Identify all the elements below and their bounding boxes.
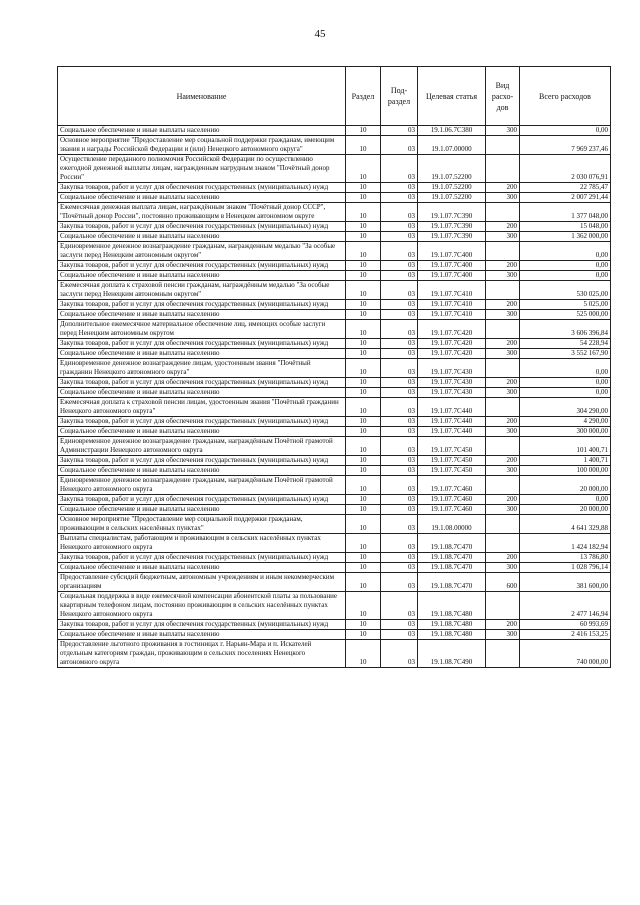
row-name-cell: Ежемесячная денежная выплата лицам, награждённым знаком "Почётный донор СССР", "Почётный донор России", постоянно проживающим в Ненецком автономном округе (58, 203, 346, 222)
table-row (58, 417, 611, 427)
row-total-cell: 0,00 (520, 126, 611, 136)
row-total-cell: 740 000,00 (520, 640, 611, 668)
row-name-cell: Социальное обеспечение и иные выплаты населению (58, 232, 346, 242)
row-subsection-cell: 03 (381, 388, 418, 398)
row-expense-type-cell: 300 (486, 427, 520, 437)
table-row (58, 437, 611, 456)
row-subsection-cell: 03 (381, 640, 418, 668)
row-name-cell: Социальное обеспечение и иные выплаты населению (58, 388, 346, 398)
row-subsection-cell: 03 (381, 437, 418, 456)
row-subsection-cell: 03 (381, 592, 418, 620)
table-row (58, 553, 611, 563)
row-expense-type-cell: 200 (486, 553, 520, 563)
row-total-cell: 1 362 000,00 (520, 232, 611, 242)
row-total-cell: 60 993,69 (520, 620, 611, 630)
row-total-cell: 530 025,00 (520, 281, 611, 300)
row-total-cell: 0,00 (520, 261, 611, 271)
table-row (58, 339, 611, 349)
table-row (58, 320, 611, 339)
row-target-cell: 19.1.07.7С420 (418, 339, 486, 349)
row-expense-type-cell: 200 (486, 495, 520, 505)
row-subsection-cell: 03 (381, 573, 418, 592)
row-total-cell: 15 048,00 (520, 222, 611, 232)
row-section-cell: 10 (346, 349, 381, 359)
row-target-cell: 19.1.07.7С450 (418, 437, 486, 456)
row-total-cell: 1 400,71 (520, 456, 611, 466)
row-total-cell: 20 000,00 (520, 505, 611, 515)
row-total-cell: 100 000,00 (520, 466, 611, 476)
row-total-cell: 2 477 146,94 (520, 592, 611, 620)
row-target-cell: 19.1.07.7С400 (418, 261, 486, 271)
row-name-cell: Социальная поддержка в виде ежемесячной компенсации абонентской платы за пользование квартирным телефоном лицам, постоянно проживающим в сельских населённых пунктах Ненецкого автономного округа (58, 592, 346, 620)
row-total-cell: 0,00 (520, 242, 611, 261)
row-name-cell: Закупка товаров, работ и услуг для обеспечения государственных (муниципальных) нужд (58, 553, 346, 563)
row-name-cell: Социальное обеспечение и иные выплаты населению (58, 310, 346, 320)
row-total-cell: 304 290,00 (520, 398, 611, 417)
table-row (58, 183, 611, 193)
table-row (58, 193, 611, 203)
table-row (58, 515, 611, 534)
row-expense-type-cell: 200 (486, 378, 520, 388)
row-target-cell: 19.1.07.7С460 (418, 505, 486, 515)
row-expense-type-cell: 300 (486, 310, 520, 320)
row-target-cell: 19.1.08.7С470 (418, 563, 486, 573)
row-expense-type-cell: 300 (486, 466, 520, 476)
row-expense-type-cell: 300 (486, 232, 520, 242)
row-subsection-cell: 03 (381, 553, 418, 563)
row-section-cell: 10 (346, 417, 381, 427)
row-section-cell: 10 (346, 339, 381, 349)
row-total-cell: 5 025,00 (520, 300, 611, 310)
row-expense-type-cell: 200 (486, 417, 520, 427)
row-target-cell: 19.1.07.7С390 (418, 232, 486, 242)
row-expense-type-cell: 300 (486, 388, 520, 398)
table-row (58, 495, 611, 505)
row-total-cell: 1 028 796,14 (520, 563, 611, 573)
table-row (58, 398, 611, 417)
row-expense-type-cell (486, 534, 520, 553)
row-name-cell: Социальное обеспечение и иные выплаты населению (58, 630, 346, 640)
row-subsection-cell: 03 (381, 232, 418, 242)
row-name-cell: Закупка товаров, работ и услуг для обеспечения государственных (муниципальных) нужд (58, 417, 346, 427)
table-row (58, 155, 611, 183)
row-section-cell: 10 (346, 378, 381, 388)
row-subsection-cell: 03 (381, 630, 418, 640)
row-expense-type-cell (486, 437, 520, 456)
row-target-cell: 19.1.07.7С430 (418, 378, 486, 388)
table-row (58, 378, 611, 388)
row-section-cell: 10 (346, 261, 381, 271)
row-name-cell: Закупка товаров, работ и услуг для обеспечения государственных (муниципальных) нужд (58, 378, 346, 388)
row-subsection-cell: 03 (381, 193, 418, 203)
row-total-cell: 54 228,94 (520, 339, 611, 349)
row-section-cell: 10 (346, 476, 381, 495)
row-subsection-cell: 03 (381, 534, 418, 553)
row-expense-type-cell: 300 (486, 563, 520, 573)
row-name-cell: Социальное обеспечение и иные выплаты населению (58, 563, 346, 573)
row-total-cell: 13 786,80 (520, 553, 611, 563)
table-row (58, 534, 611, 553)
row-expense-type-cell (486, 640, 520, 668)
row-subsection-cell: 03 (381, 349, 418, 359)
row-section-cell: 10 (346, 388, 381, 398)
row-expense-type-cell: 300 (486, 193, 520, 203)
row-subsection-cell: 03 (381, 417, 418, 427)
row-expense-type-cell (486, 476, 520, 495)
row-subsection-cell: 03 (381, 359, 418, 378)
row-target-cell: 19.1.08.7С470 (418, 553, 486, 563)
table-row (58, 310, 611, 320)
row-target-cell: 19.1.08.7С480 (418, 592, 486, 620)
row-total-cell: 2 416 153,25 (520, 630, 611, 640)
row-target-cell: 19.1.07.7С430 (418, 359, 486, 378)
row-name-cell: Дополнительное ежемесячное материальное обеспечение лиц, имеющих особые заслуги перед Ненецким автономным округом (58, 320, 346, 339)
row-name-cell: Единовременное денежное вознаграждение лицам, удостоенным звания "Почётный гражданин Ненецкого автономного округа" (58, 359, 346, 378)
row-total-cell: 2 030 076,91 (520, 155, 611, 183)
row-section-cell: 10 (346, 515, 381, 534)
row-target-cell: 19.1.07.7С390 (418, 203, 486, 222)
row-name-cell: Ежемесячная доплата к страховой пенсии гражданам, награждённым медалью "За особые заслуги перед Ненецким автономным округом" (58, 281, 346, 300)
row-expense-type-cell: 600 (486, 573, 520, 592)
row-total-cell: 2 007 291,44 (520, 193, 611, 203)
row-name-cell: Осуществление переданного полномочия Российской Федерации по осуществлению ежегодной денежной выплаты лицам, награжденным нагрудным знаком "Почётный донор России" (58, 155, 346, 183)
row-target-cell: 19.1.07.7С440 (418, 398, 486, 417)
row-expense-type-cell: 200 (486, 300, 520, 310)
row-name-cell: Социальное обеспечение и иные выплаты населению (58, 466, 346, 476)
row-expense-type-cell: 200 (486, 183, 520, 193)
row-target-cell: 19.1.07.7С420 (418, 349, 486, 359)
row-subsection-cell: 03 (381, 466, 418, 476)
table-row (58, 126, 611, 136)
row-section-cell: 10 (346, 427, 381, 437)
row-target-cell: 19.1.07.7С400 (418, 242, 486, 261)
row-section-cell: 10 (346, 359, 381, 378)
row-expense-type-cell (486, 242, 520, 261)
row-target-cell: 19.1.07.7С450 (418, 466, 486, 476)
table-row (58, 388, 611, 398)
row-section-cell: 10 (346, 505, 381, 515)
row-subsection-cell: 03 (381, 515, 418, 534)
row-total-cell: 20 000,00 (520, 476, 611, 495)
row-section-cell: 10 (346, 193, 381, 203)
row-total-cell: 1 424 182,94 (520, 534, 611, 553)
row-section-cell: 10 (346, 563, 381, 573)
row-subsection-cell: 03 (381, 281, 418, 300)
table-row (58, 359, 611, 378)
table-row (58, 242, 611, 261)
row-total-cell: 0,00 (520, 495, 611, 505)
row-section-cell: 10 (346, 573, 381, 592)
row-section-cell: 10 (346, 242, 381, 261)
row-section-cell: 10 (346, 495, 381, 505)
row-subsection-cell: 03 (381, 261, 418, 271)
row-name-cell: Социальное обеспечение и иные выплаты населению (58, 505, 346, 515)
row-section-cell: 10 (346, 456, 381, 466)
row-subsection-cell: 03 (381, 563, 418, 573)
row-section-cell: 10 (346, 183, 381, 193)
row-expense-type-cell (486, 592, 520, 620)
row-name-cell: Основное мероприятие "Предоставление мер социальной поддержки гражданам, проживающим в сельских населённых пунктах" (58, 515, 346, 534)
table-row (58, 476, 611, 495)
row-target-cell: 19.1.07.7С440 (418, 427, 486, 437)
header-section: Раздел (346, 67, 381, 126)
row-name-cell: Социальное обеспечение и иные выплаты населению (58, 349, 346, 359)
row-subsection-cell: 03 (381, 505, 418, 515)
table-row (58, 563, 611, 573)
row-target-cell: 19.1.07.7С460 (418, 495, 486, 505)
row-expense-type-cell (486, 281, 520, 300)
row-total-cell: 525 000,00 (520, 310, 611, 320)
row-expense-type-cell: 300 (486, 349, 520, 359)
row-subsection-cell: 03 (381, 476, 418, 495)
row-section-cell: 10 (346, 203, 381, 222)
row-name-cell: Выплаты специалистам, работающим и проживающим в сельских населённых пунктах Ненецкого автономного округа (58, 534, 346, 553)
table-row (58, 592, 611, 620)
table-row (58, 620, 611, 630)
row-expense-type-cell: 200 (486, 222, 520, 232)
row-name-cell: Предоставление субсидий бюджетным, автономным учреждениям и иным некоммерческим организациям (58, 573, 346, 592)
row-name-cell: Предоставление льготного проживания в гостиницах г. Нарьян-Мара и п. Искателей отдельным категориям граждан, проживающим в сельских поселениях Ненецкого автономного округа (58, 640, 346, 668)
row-name-cell: Единовременное денежное вознаграждение гражданам, награжденным медалью "За особые заслуги перед Ненецким автономным округом" (58, 242, 346, 261)
row-section-cell: 10 (346, 310, 381, 320)
row-name-cell: Закупка товаров, работ и услуг для обеспечения государственных (муниципальных) нужд (58, 495, 346, 505)
row-total-cell: 0,00 (520, 378, 611, 388)
row-total-cell: 7 969 237,46 (520, 136, 611, 155)
row-total-cell: 1 377 048,00 (520, 203, 611, 222)
row-section-cell: 10 (346, 592, 381, 620)
page-number: 45 (314, 28, 326, 40)
row-subsection-cell: 03 (381, 155, 418, 183)
row-subsection-cell: 03 (381, 126, 418, 136)
row-total-cell: 22 785,47 (520, 183, 611, 193)
row-section-cell: 10 (346, 466, 381, 476)
row-expense-type-cell: 200 (486, 261, 520, 271)
row-expense-type-cell: 300 (486, 126, 520, 136)
row-target-cell: 19.1.07.7С460 (418, 476, 486, 495)
row-target-cell: 19.1.08.7С470 (418, 573, 486, 592)
table-row (58, 466, 611, 476)
row-subsection-cell: 03 (381, 242, 418, 261)
table-row (58, 271, 611, 281)
row-name-cell: Единовременное денежное вознаграждение гражданам, награждённым Почётной грамотой Администрации Ненецкого автономного округа (58, 437, 346, 456)
row-subsection-cell: 03 (381, 320, 418, 339)
table-row (58, 349, 611, 359)
row-target-cell: 19.1.07.7С450 (418, 456, 486, 466)
row-total-cell: 0,00 (520, 271, 611, 281)
row-total-cell: 3 606 396,84 (520, 320, 611, 339)
row-target-cell: 19.1.08.7С480 (418, 620, 486, 630)
row-subsection-cell: 03 (381, 495, 418, 505)
row-subsection-cell: 03 (381, 620, 418, 630)
row-name-cell: Социальное обеспечение и иные выплаты населению (58, 271, 346, 281)
row-target-cell: 19.1.06.7С380 (418, 126, 486, 136)
row-name-cell: Социальное обеспечение и иные выплаты населению (58, 193, 346, 203)
row-section-cell: 10 (346, 320, 381, 339)
header-expense-type: Вид расхо-дов (486, 67, 520, 126)
header-subsection: Под-раздел (381, 67, 418, 126)
table-row (58, 232, 611, 242)
table-row (58, 300, 611, 310)
row-section-cell: 10 (346, 126, 381, 136)
row-target-cell: 19.1.07.7С410 (418, 300, 486, 310)
table-row (58, 222, 611, 232)
row-expense-type-cell: 300 (486, 630, 520, 640)
row-subsection-cell: 03 (381, 271, 418, 281)
row-target-cell: 19.1.07.7С390 (418, 222, 486, 232)
row-target-cell: 19.1.07.7С430 (418, 388, 486, 398)
row-target-cell: 19.1.08.7С470 (418, 534, 486, 553)
table-row (58, 136, 611, 155)
table-row (58, 203, 611, 222)
row-name-cell: Ежемесячная доплата к страховой пенсии лицам, удостоенным звания "Почётный гражданин Ненецкого автономного округа" (58, 398, 346, 417)
row-section-cell: 10 (346, 398, 381, 417)
row-section-cell: 10 (346, 222, 381, 232)
row-subsection-cell: 03 (381, 427, 418, 437)
row-total-cell: 0,00 (520, 359, 611, 378)
row-subsection-cell: 03 (381, 203, 418, 222)
table-row (58, 630, 611, 640)
row-section-cell: 10 (346, 630, 381, 640)
header-total: Всего расходов (520, 67, 611, 126)
row-target-cell: 19.1.07.7С410 (418, 310, 486, 320)
header-name: Наименование (58, 67, 346, 126)
row-expense-type-cell: 300 (486, 271, 520, 281)
row-expense-type-cell (486, 203, 520, 222)
row-section-cell: 10 (346, 271, 381, 281)
row-expense-type-cell (486, 155, 520, 183)
row-total-cell: 0,00 (520, 388, 611, 398)
row-target-cell: 19.1.07.7С410 (418, 281, 486, 300)
row-target-cell: 19.1.07.7С420 (418, 320, 486, 339)
row-section-cell: 10 (346, 136, 381, 155)
table-row (58, 505, 611, 515)
budget-table (57, 66, 611, 668)
table-row (58, 281, 611, 300)
row-section-cell: 10 (346, 155, 381, 183)
row-target-cell: 19.1.07.52200 (418, 155, 486, 183)
row-expense-type-cell (486, 136, 520, 155)
row-subsection-cell: 03 (381, 300, 418, 310)
row-total-cell: 300 000,00 (520, 427, 611, 437)
row-expense-type-cell: 200 (486, 456, 520, 466)
row-name-cell: Основное мероприятие "Предоставление мер социальной поддержки гражданам, имеющим звания и награды Российской Федерации и (или) Ненецкого автономного округа" (58, 136, 346, 155)
row-target-cell: 19.1.07.7С400 (418, 271, 486, 281)
row-section-cell: 10 (346, 232, 381, 242)
row-section-cell: 10 (346, 553, 381, 563)
table-row (58, 573, 611, 592)
row-name-cell: Социальное обеспечение и иные выплаты населению (58, 427, 346, 437)
row-section-cell: 10 (346, 640, 381, 668)
row-name-cell: Закупка товаров, работ и услуг для обеспечения государственных (муниципальных) нужд (58, 456, 346, 466)
table-row (58, 427, 611, 437)
row-name-cell: Закупка товаров, работ и услуг для обеспечения государственных (муниципальных) нужд (58, 183, 346, 193)
table-row (58, 640, 611, 668)
table-row (58, 456, 611, 466)
row-subsection-cell: 03 (381, 398, 418, 417)
table-row (58, 261, 611, 271)
row-target-cell: 19.1.07.7С440 (418, 417, 486, 427)
row-expense-type-cell: 300 (486, 505, 520, 515)
row-total-cell: 381 600,00 (520, 573, 611, 592)
row-expense-type-cell (486, 320, 520, 339)
row-name-cell: Закупка товаров, работ и услуг для обеспечения государственных (муниципальных) нужд (58, 222, 346, 232)
row-total-cell: 3 552 167,90 (520, 349, 611, 359)
row-expense-type-cell (486, 515, 520, 534)
row-section-cell: 10 (346, 534, 381, 553)
table-header-row (58, 67, 611, 126)
row-subsection-cell: 03 (381, 183, 418, 193)
row-expense-type-cell (486, 359, 520, 378)
row-name-cell: Закупка товаров, работ и услуг для обеспечения государственных (муниципальных) нужд (58, 620, 346, 630)
row-subsection-cell: 03 (381, 456, 418, 466)
row-target-cell: 19.1.07.52200 (418, 183, 486, 193)
row-subsection-cell: 03 (381, 339, 418, 349)
row-section-cell: 10 (346, 437, 381, 456)
row-subsection-cell: 03 (381, 136, 418, 155)
row-total-cell: 101 400,71 (520, 437, 611, 456)
row-subsection-cell: 03 (381, 378, 418, 388)
row-name-cell: Закупка товаров, работ и услуг для обеспечения государственных (муниципальных) нужд (58, 261, 346, 271)
row-total-cell: 4 641 329,88 (520, 515, 611, 534)
row-name-cell: Социальное обеспечение и иные выплаты населению (58, 126, 346, 136)
row-target-cell: 19.1.08.7С490 (418, 640, 486, 668)
row-name-cell: Закупка товаров, работ и услуг для обеспечения государственных (муниципальных) нужд (58, 339, 346, 349)
row-name-cell: Единовременное денежное вознаграждение гражданам, награждённым Почётной грамотой Ненецкого автономного округа (58, 476, 346, 495)
row-name-cell: Закупка товаров, работ и услуг для обеспечения государственных (муниципальных) нужд (58, 300, 346, 310)
row-subsection-cell: 03 (381, 310, 418, 320)
row-target-cell: 19.1.07.00000 (418, 136, 486, 155)
row-expense-type-cell (486, 398, 520, 417)
row-total-cell: 4 290,00 (520, 417, 611, 427)
row-expense-type-cell: 200 (486, 620, 520, 630)
row-section-cell: 10 (346, 281, 381, 300)
row-subsection-cell: 03 (381, 222, 418, 232)
row-expense-type-cell: 200 (486, 339, 520, 349)
row-target-cell: 19.1.07.52200 (418, 193, 486, 203)
header-target: Целевая статья (418, 67, 486, 126)
row-target-cell: 19.1.08.7С480 (418, 630, 486, 640)
row-section-cell: 10 (346, 620, 381, 630)
row-section-cell: 10 (346, 300, 381, 310)
row-target-cell: 19.1.08.00000 (418, 515, 486, 534)
